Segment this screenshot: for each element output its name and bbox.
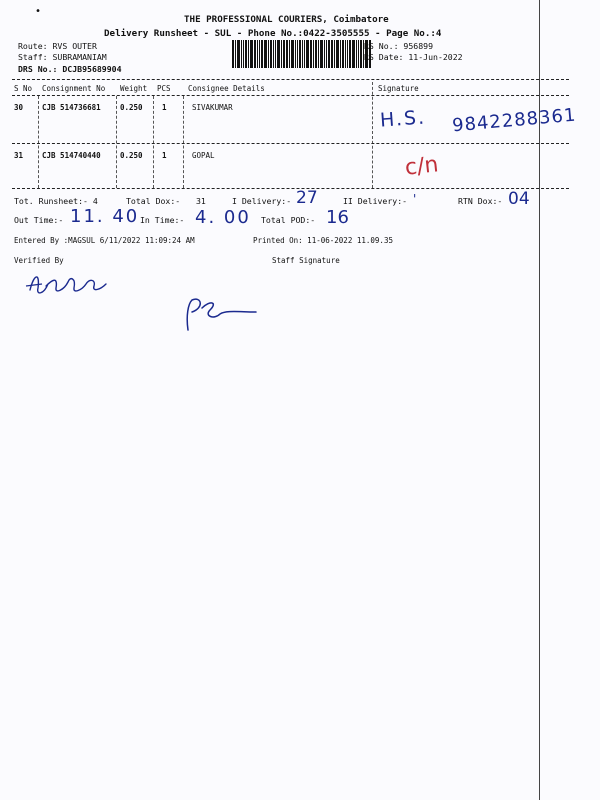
col-sep-1 (38, 96, 39, 188)
barcode-bar (310, 40, 312, 68)
corner-mark: • (35, 6, 42, 17)
barcode-bar (352, 40, 355, 68)
barcode-bar (243, 40, 244, 68)
row31-hand-note: c/n (403, 152, 440, 181)
verified-by-signature (24, 266, 114, 300)
route-text: Route: RVS OUTER (18, 41, 97, 51)
barcode-bar (302, 40, 303, 68)
i-delivery-label: I Delivery:- (232, 196, 292, 206)
in-time-label: In Time:- (140, 215, 185, 225)
row30-hand-initials: H.S. (379, 106, 427, 132)
row31-sno: 31 (14, 151, 24, 160)
row30-hand-phone: 9842288361 (451, 104, 578, 137)
col-sno: S No (14, 84, 33, 93)
barcode-bar (273, 40, 274, 68)
printed-on: Printed On: 11-06-2022 11.09.35 (253, 236, 393, 245)
barcode-bar (297, 40, 298, 68)
out-time-label: Out Time:- (14, 215, 64, 225)
barcode-bar (336, 40, 339, 68)
drs-number: DRS No.: DCJB95689904 (18, 64, 122, 74)
barcode-bar (324, 40, 325, 68)
barcode-bar (349, 40, 351, 68)
barcode-bar (347, 40, 348, 68)
rs-date: RS Date: 11-Jun-2022 (364, 52, 463, 62)
row31-pcs: 1 (162, 151, 167, 160)
barcode-bar (245, 40, 247, 68)
barcode-bar (313, 40, 314, 68)
barcode-bar (334, 40, 335, 68)
barcode-bar (340, 40, 341, 68)
barcode-bar (315, 40, 317, 68)
barcode-bar (254, 40, 256, 68)
staff-signature-label: Staff Signature (272, 256, 340, 265)
row30-weight: 0.250 (120, 103, 143, 112)
barcode-bar (283, 40, 285, 68)
barcode-bar (345, 40, 346, 68)
barcode-bar (275, 40, 276, 68)
verified-by-label: Verified By (14, 256, 64, 265)
barcode-bar (326, 40, 327, 68)
company-title: THE PROFESSIONAL COURIERS, Coimbatore (184, 14, 389, 25)
barcode-bar (264, 40, 267, 68)
barcode-bar (304, 40, 305, 68)
col-sep-5 (372, 82, 373, 188)
barcode-bar (299, 40, 301, 68)
col-sep-2 (116, 96, 117, 188)
row31-consignment: CJB 514740440 (42, 151, 101, 160)
barcode-bar (250, 40, 253, 68)
tot-runsheet: Tot. Runsheet:- 4 (14, 196, 98, 206)
barcode-bar (257, 40, 258, 68)
barcode-bar (360, 40, 362, 68)
row30-rule (12, 143, 569, 144)
col-sep-3 (153, 96, 154, 188)
col-pcs: PCS (157, 84, 171, 93)
barcode-bar (237, 40, 240, 68)
rs-number: RS No.: 956899 (364, 41, 434, 51)
row30-consignment: CJB 514736681 (42, 103, 101, 112)
total-pod-label: Total POD:- (261, 215, 316, 225)
entered-by: Entered By :MAGSUL 6/11/2022 11:09:24 AM (14, 236, 195, 245)
barcode-bar (277, 40, 280, 68)
barcode (232, 40, 372, 68)
staff-signature-mark (180, 294, 260, 334)
rtn-dox-label: RTN Dox:- (458, 196, 503, 206)
col-consignment: Consignment No (42, 84, 106, 93)
barcode-bar (268, 40, 269, 68)
barcode-bar (289, 40, 290, 68)
row30-pcs: 1 (162, 103, 167, 112)
out-time-hand: 11. 40 (70, 206, 140, 227)
row31-consignee: GOPAL (192, 151, 215, 160)
barcode-bar (320, 40, 323, 68)
page-edge-line (539, 0, 540, 800)
in-time-hand: 4. 00 (195, 207, 251, 228)
row31-weight: 0.250 (120, 151, 143, 160)
row30-consignee: SIVAKUMAR (192, 103, 233, 112)
row30-sno: 30 (14, 103, 24, 112)
barcode-bar (248, 40, 249, 68)
barcode-bar (358, 40, 359, 68)
barcode-bar (259, 40, 260, 68)
barcode-bar (318, 40, 319, 68)
barcode-bar (232, 40, 234, 68)
barcode-bar (295, 40, 296, 68)
barcode-bar (356, 40, 357, 68)
barcode-bar (342, 40, 344, 68)
barcode-bar (235, 40, 236, 68)
table-top-rule (12, 79, 569, 80)
total-dox-label: Total Dox:- (126, 196, 181, 206)
header-rule (12, 95, 569, 96)
col-weight: Weight (120, 84, 148, 93)
barcode-bar (281, 40, 282, 68)
ii-delivery-label: II Delivery:- (343, 196, 408, 206)
barcode-bar (286, 40, 288, 68)
barcode-bar (331, 40, 333, 68)
i-delivery-hand: 27 (296, 188, 318, 208)
col-consignee: Consignee Details (188, 84, 265, 93)
staff-text: Staff: SUBRAMANIAM (18, 52, 107, 62)
barcode-bar (241, 40, 242, 68)
runsheet-subtitle: Delivery Runsheet - SUL - Phone No.:0422-3505555 - Page No.:4 (104, 28, 442, 39)
rtn-dox-hand: 04 (508, 189, 530, 209)
barcode-bar (328, 40, 330, 68)
col-signature: Signature (378, 84, 419, 93)
barcode-bar (306, 40, 309, 68)
barcode-bar (270, 40, 272, 68)
barcode-bar (291, 40, 294, 68)
ii-delivery-hand: ' (413, 192, 417, 206)
total-pod-hand: 16 (326, 207, 349, 228)
barcode-bar (261, 40, 263, 68)
col-sep-4 (183, 96, 184, 188)
table-bottom-rule (12, 188, 569, 189)
total-dox-value: 31 (196, 196, 206, 206)
